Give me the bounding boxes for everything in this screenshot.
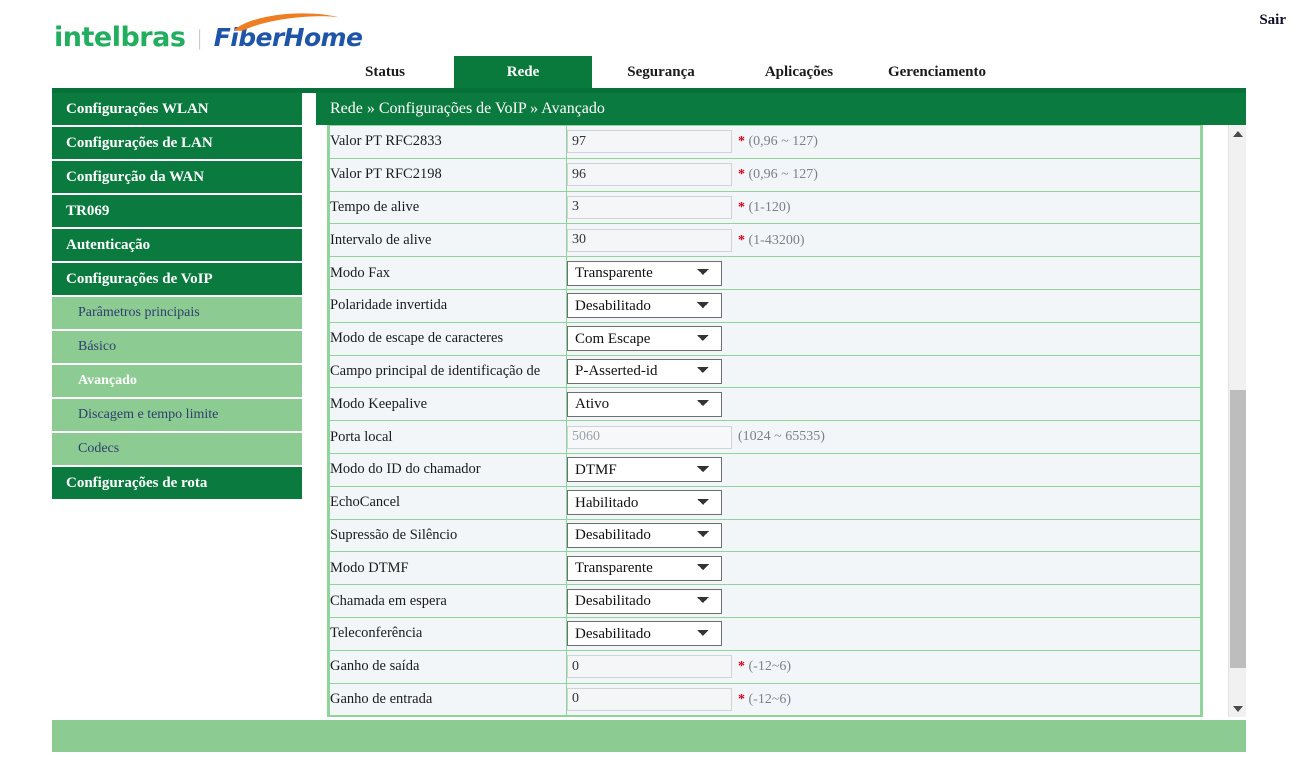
row-value-cell xyxy=(567,617,1201,650)
row-value-cell xyxy=(567,355,1201,388)
row-label: Valor PT RFC2833 xyxy=(330,126,567,159)
row-label: Polaridade invertida xyxy=(330,289,567,322)
row-hint xyxy=(738,167,818,182)
required-asterisk: * xyxy=(738,199,745,215)
hint-text: (-12~6) xyxy=(748,691,792,707)
hint-text: (-12~6) xyxy=(748,658,792,674)
select-modo-keepalive[interactable] xyxy=(567,392,722,417)
triangle-up-icon xyxy=(1233,131,1243,137)
row-hint xyxy=(738,233,805,248)
main-navigation xyxy=(316,56,1006,88)
row-label: EchoCancel xyxy=(330,486,567,519)
nav-tab-status[interactable]: Status xyxy=(316,56,454,88)
select-teleconfer-ncia[interactable] xyxy=(567,621,722,646)
table-row xyxy=(330,486,1201,519)
scrollbar-thumb[interactable] xyxy=(1230,390,1246,668)
row-value-cell xyxy=(567,126,1201,159)
row-label: Ganho de entrada xyxy=(330,683,567,716)
input-tempo-de-alive[interactable] xyxy=(567,196,732,219)
row-value-cell xyxy=(567,421,1201,454)
select-chamada-em-espera[interactable] xyxy=(567,589,722,614)
table-row xyxy=(330,191,1201,224)
footer-bar xyxy=(52,720,1246,752)
settings-table-wrapper xyxy=(327,125,1203,717)
table-row xyxy=(330,519,1201,552)
row-value-cell xyxy=(567,257,1201,290)
table-row xyxy=(330,552,1201,585)
table-row xyxy=(330,683,1201,716)
row-label: Modo Keepalive xyxy=(330,388,567,421)
row-value-cell xyxy=(567,191,1201,224)
voip-advanced-settings-table xyxy=(329,125,1201,716)
select-modo-do-id-do-chamador[interactable] xyxy=(567,457,722,482)
row-label: Teleconferência xyxy=(330,617,567,650)
table-row xyxy=(330,224,1201,257)
row-value-cell xyxy=(567,552,1201,585)
row-value-cell xyxy=(567,585,1201,618)
sidebar-item-configur-o-da-wan[interactable]: Configurção da WAN xyxy=(52,161,302,193)
logout-link[interactable]: Sair xyxy=(1259,12,1286,28)
row-label: Chamada em espera xyxy=(330,585,567,618)
row-value-cell xyxy=(567,388,1201,421)
row-label: Modo do ID do chamador xyxy=(330,453,567,486)
nav-tab-gerenciamento[interactable]: Gerenciamento xyxy=(868,56,1006,88)
required-asterisk: * xyxy=(738,232,745,248)
table-row xyxy=(330,617,1201,650)
row-value-cell xyxy=(567,683,1201,716)
swoosh-icon xyxy=(232,11,352,33)
row-label: Porta local xyxy=(330,421,567,454)
row-label: Tempo de alive xyxy=(330,191,567,224)
content-area xyxy=(316,125,1246,717)
hint-text: (1-120) xyxy=(748,199,791,215)
required-asterisk: * xyxy=(738,167,745,183)
input-ganho-de-sa-da[interactable] xyxy=(567,655,732,678)
nav-tab-rede[interactable]: Rede xyxy=(454,56,592,88)
required-asterisk: * xyxy=(738,134,745,150)
row-hint xyxy=(738,200,791,215)
row-value-cell xyxy=(567,289,1201,322)
sidebar-item-tr069[interactable]: TR069 xyxy=(52,195,302,227)
breadcrumb: Rede » Configurações de VoIP » Avançado xyxy=(316,93,1246,125)
nav-tab-aplica-es[interactable]: Aplicações xyxy=(730,56,868,88)
select-supress-o-de-sil-ncio[interactable] xyxy=(567,523,722,548)
row-label: Modo DTMF xyxy=(330,552,567,585)
sidebar-item-configura-es-de-rota[interactable]: Configurações de rota xyxy=(52,467,302,499)
row-label: Intervalo de alive xyxy=(330,224,567,257)
select-modo-fax[interactable] xyxy=(567,261,722,286)
row-label: Ganho de saída xyxy=(330,650,567,683)
input-porta-local xyxy=(567,426,732,449)
row-label: Modo Fax xyxy=(330,257,567,290)
sidebar-item-avan-ado[interactable]: Avançado xyxy=(52,365,302,397)
row-value-cell xyxy=(567,650,1201,683)
hint-text: (0,96 ~ 127) xyxy=(748,134,818,150)
row-label: Campo principal de identificação de xyxy=(330,355,567,388)
fiberhome-logo xyxy=(214,23,363,52)
fiberhome-logo-text: FiberHome xyxy=(213,23,363,52)
required-asterisk: * xyxy=(738,658,745,674)
row-label: Supressão de Silêncio xyxy=(330,519,567,552)
triangle-down-icon xyxy=(1233,706,1243,712)
nav-tab-seguran-a[interactable]: Segurança xyxy=(592,56,730,88)
input-ganho-de-entrada[interactable] xyxy=(567,688,732,711)
sidebar-item-autentica-o[interactable]: Autenticação xyxy=(52,229,302,261)
hint-text: (1-43200) xyxy=(748,232,805,248)
sidebar-item-configura-es-de-voip[interactable]: Configurações de VoIP xyxy=(52,263,302,295)
select-modo-dtmf[interactable] xyxy=(567,556,722,581)
scroll-down-arrow[interactable] xyxy=(1229,700,1247,717)
row-value-cell xyxy=(567,519,1201,552)
table-row xyxy=(330,388,1201,421)
row-hint xyxy=(738,659,791,674)
row-label: Valor PT RFC2198 xyxy=(330,158,567,191)
input-intervalo-de-alive[interactable] xyxy=(567,229,732,252)
sidebar-item-configura-es-wlan[interactable]: Configurações WLAN xyxy=(52,93,302,125)
brand-logo xyxy=(54,22,362,53)
table-row xyxy=(330,257,1201,290)
row-value-cell xyxy=(567,322,1201,355)
table-row xyxy=(330,126,1201,159)
table-row xyxy=(330,158,1201,191)
table-row xyxy=(330,355,1201,388)
sidebar-item-codecs[interactable]: Codecs xyxy=(52,433,302,465)
select-campo-principal-de-identifica-o-de[interactable] xyxy=(567,359,722,384)
table-row xyxy=(330,585,1201,618)
sidebar xyxy=(52,93,302,501)
table-row xyxy=(330,453,1201,486)
table-row xyxy=(330,421,1201,454)
sidebar-item-par-metros-principais[interactable]: Parâmetros principais xyxy=(52,297,302,329)
select-polaridade-invertida[interactable] xyxy=(567,293,722,318)
intelbras-logo-text: intelbras xyxy=(54,22,186,53)
scroll-up-arrow[interactable] xyxy=(1229,125,1247,142)
row-value-cell xyxy=(567,224,1201,257)
logo-divider: | xyxy=(197,24,202,50)
row-hint xyxy=(738,429,825,444)
row-label: Modo de escape de caracteres xyxy=(330,322,567,355)
input-valor-pt-rfc2198[interactable] xyxy=(567,163,732,186)
sidebar-item-discagem-e-tempo-limite[interactable]: Discagem e tempo limite xyxy=(52,399,302,431)
row-value-cell xyxy=(567,158,1201,191)
sidebar-item-configura-es-de-lan[interactable]: Configurações de LAN xyxy=(52,127,302,159)
content-scrollbar[interactable] xyxy=(1228,125,1246,717)
table-row xyxy=(330,322,1201,355)
hint-text: (1024 ~ 65535) xyxy=(738,429,825,445)
table-row xyxy=(330,650,1201,683)
select-modo-de-escape-de-caracteres[interactable] xyxy=(567,326,722,351)
input-valor-pt-rfc2833[interactable] xyxy=(567,130,732,153)
table-row xyxy=(330,289,1201,322)
hint-text: (0,96 ~ 127) xyxy=(748,167,818,183)
required-asterisk: * xyxy=(738,691,745,707)
sidebar-item-b-sico[interactable]: Básico xyxy=(52,331,302,363)
row-value-cell xyxy=(567,453,1201,486)
row-value-cell xyxy=(567,486,1201,519)
row-hint xyxy=(738,692,791,707)
select-echocancel[interactable] xyxy=(567,490,722,515)
row-hint xyxy=(738,134,818,149)
